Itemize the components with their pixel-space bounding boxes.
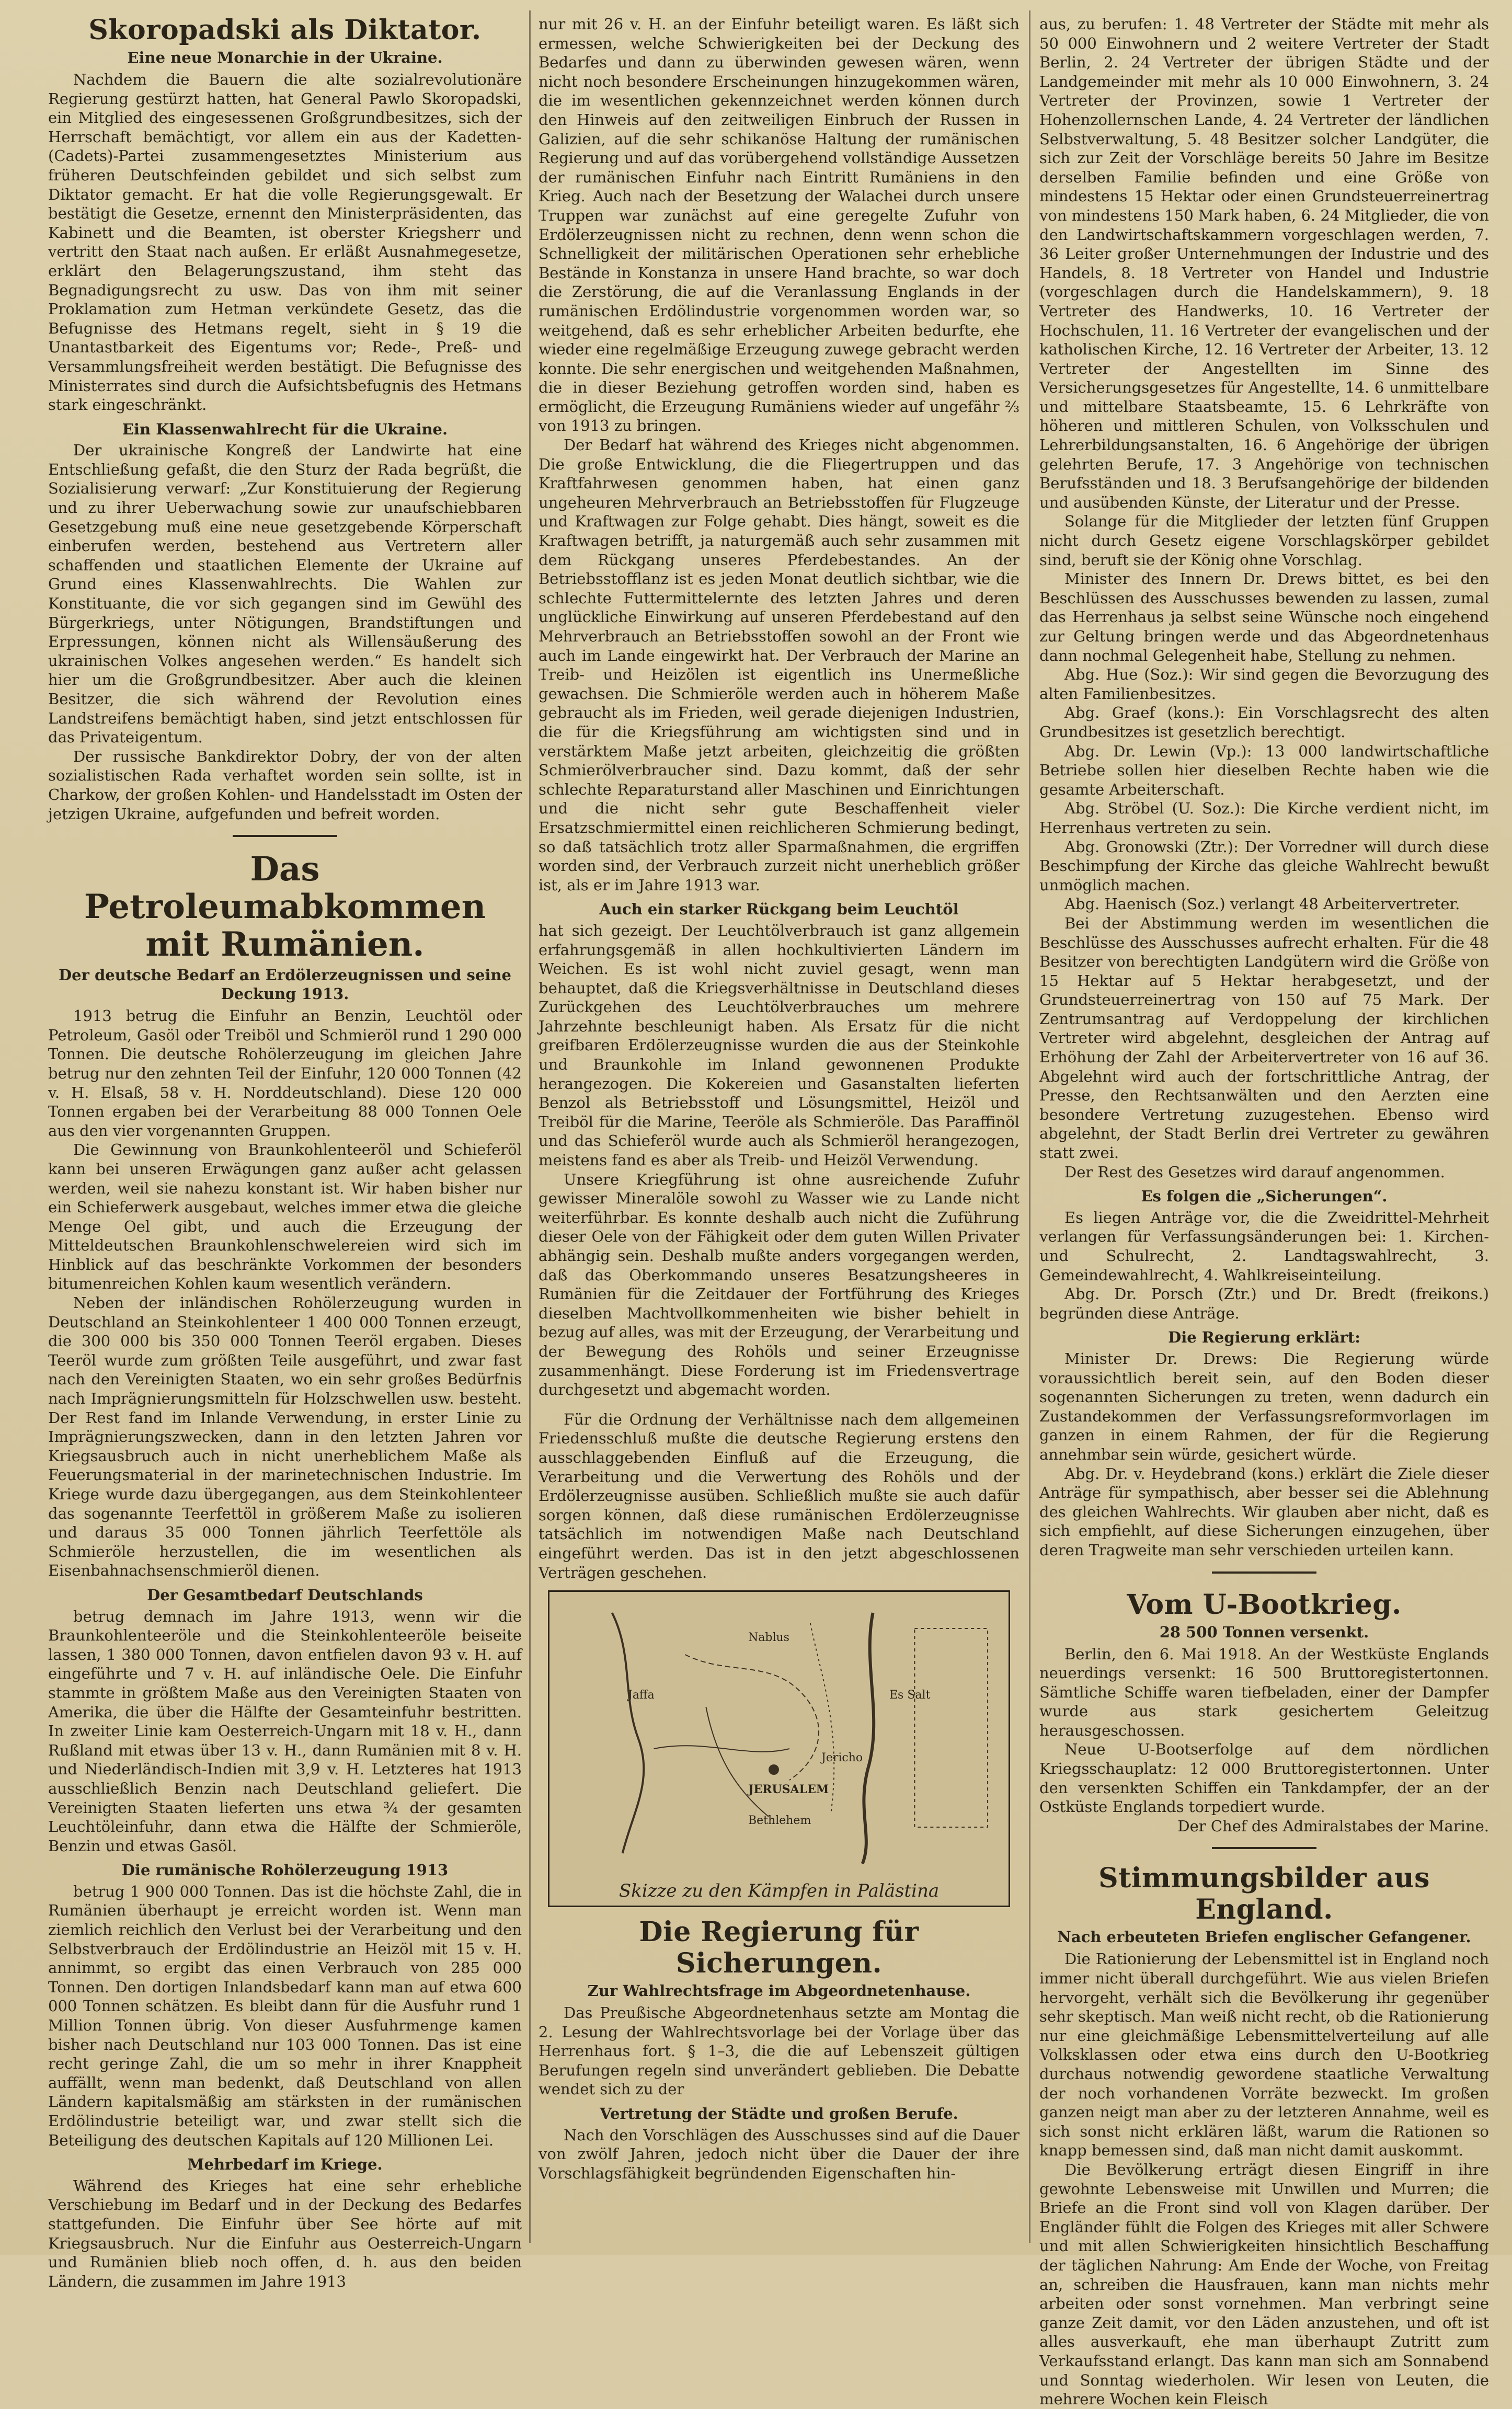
map-caption: Skizze zu den Kämpfen in Palästina xyxy=(618,1880,940,1901)
section-heading: Vertretung der Städte und großen Berufe. xyxy=(600,2105,958,2123)
paragraph: Berlin, den 6. Mai 1918. An der Westküste Englands neuerdings versenkt: 16 500 Bruttoregistertonnen. Sämtliche Schiffe waren tiefbeladen, einer der Dampfer wurde aus stark gesichertem Geleitzug herausgeschossen. xyxy=(1039,1645,1489,1739)
paragraph: Die Bevölkerung erträgt diesen Eingriff in ihre gewohnte Lebensweise mit Unwillen und Murren; die Briefe an die Front sind voll von Klagen darüber. Der Engländer fühlt die Folgen des Krieges mit aller Schwere und mit allen Schwierigkeiten hinsichtlich Beschaffung der täglichen Nahrung: Am Ende der Woche, von Freitag an, schreiben die Hausfrauen, kann man nichts mehr arbeiten oder sonst vornehmen. Man verbringt seine ganze Zeit damit, vor den Läden anzustehen, und oft ist alles ausverkauft, ehe man überhaupt Zutritt zum Verkaufsstand erlangt. Das kann man sich am Sonnabend und Sonntag wiederholen. Wir lesen von Leuten, die mehrere Wochen kein Fleisch xyxy=(1039,2160,1489,2408)
palestine-map xyxy=(548,1590,1010,1907)
section-heading: Auch ein starker Rückgang beim Leuchtöl xyxy=(599,900,959,919)
paragraph: Bei der Abstimmung werden im wesentlichen die Beschlüsse des Ausschusses aufrecht erhalten. Für die 48 Besitzer von berechtigten Landgütern wird die Größe von 15 Hektar auf 5 Hektar herabgesetzt, und der Grundsteuerreinertrag von 150 auf 75 Mark. Der Zentrumsantrag auf Verdoppelung der kirchlichen Vertreter wird abgelehnt, desgleichen der Antrag auf Erhöhung der Zahl der Arbeitervertreter von 16 auf 36. Abgelehnt wird auch der fortschrittliche Antrag, der Presse, den Rechtsanwälten und den Aerzten eine besondere Vertretung zuzugestehen. Ebenso wird abgelehnt, der Stadt Berlin drei Vertreter zu gewähren statt zwei. xyxy=(1039,914,1489,1162)
paragraph: Das Preußische Abgeordnetenhaus setzte am Montag die 2. Lesung der Wahlrechtsvorlage bei der Vorlage über das Herrenhaus fort. § 1–3, die die auf Lebenszeit gültigen Berufungen regeln sind unverändert geblieben. Die Debatte wendet sich zu der xyxy=(539,2004,1020,2098)
paragraph: Solange für die Mitglieder der letzten fünf Gruppen nicht durch Gesetz eigene Vorschlagskörper gebildet sind, beruft sie der König ohne Vorschlag. xyxy=(1039,512,1489,569)
section-heading: Ein Klassenwahlrecht für die Ukraine. xyxy=(122,420,448,438)
article-subtitle: 28 500 Tonnen versenkt. xyxy=(1159,1623,1369,1641)
signature-line: Der Chef des Admiralstabes der Marine. xyxy=(1177,1817,1489,1835)
article-subtitle: Eine neue Monarchie in der Ukraine. xyxy=(127,49,443,66)
map-label: JERUSALEM xyxy=(748,1783,829,1797)
paragraph: Der Rest des Gesetzes wird darauf angenommen. xyxy=(1064,1163,1445,1181)
paragraph: Abg. Hue (Soz.): Wir sind gegen die Bevorzugung des alten Familienbesitzes. xyxy=(1039,666,1489,703)
column-1 xyxy=(48,14,522,2290)
paragraph: Abg. Dr. Lewin (Vp.): 13 000 landwirtschaftliche Betriebe sollen hier dieselben Rechte haben wie die gesamte Arbeiterschaft. xyxy=(1039,742,1489,798)
article-title: Die Regierung für Sicherungen. xyxy=(639,1916,919,1980)
paragraph: Abg. Dr. v. Heydebrand (kons.) erklärt die Ziele dieser Anträge für sympathisch, aber besser sei die Ablehnung des gleichen Wahlrechts. Wir glauben aber nicht, daß es sich empfiehlt, auf diese Sicherungen einzugehen, über deren Tragweite man sehr verschieden urteilen kann. xyxy=(1039,1464,1489,1559)
paragraph: Minister des Innern Dr. Drews bittet, es bei den Beschlüssen des Ausschusses bewenden zu lassen, zumal das Herrenhaus ja selbst seine Wünsche noch eingehend zur Geltung bringen werde und das Abgeordnetenhaus dann nochmal Gelegenheit habe, Stellung zu nehmen. xyxy=(1039,570,1489,664)
map-label: Bethlehem xyxy=(748,1814,811,1828)
article-title: Skoropadski als Diktator. xyxy=(88,14,482,46)
paragraph: Neben der inländischen Rohölerzeugung wurden in Deutschland an Steinkohlenteer 1 400 000 Tonnen erzeugt, die 300 000 bis 350 000 Tonnen Teeröl ergaben. Dieses Teeröl wurde zum größten Teile ausgeführt, und zwar fast nach den Vereinigten Staaten, wo ein sehr großes Bedürfnis nach Imprägnierungsmitteln für Holzschwellen usw. besteht. Der Rest fand im Inlande Verwendung, in erster Linie zu Imprägnierungszwecken, dann in den letzten Jahren vor Kriegsausbruch auch in nicht unerheblichem Maße als Feuerungsmaterial in der marinetechnischen Industrie. Im Kriege wurde dazu übergegangen, aus dem Steinkohlenteer das sogenannte Teerfettöl in größerem Maße zu isolieren und daraus 35 000 Tonnen jährlich Teerfettöle als Schmieröle herzustellen, die im wesentlichen als Eisenbahnachsenschmieröl dienen. xyxy=(48,1294,522,1580)
paragraph: betrug 1 900 000 Tonnen. Das ist die höchste Zahl, die in Rumänien überhaupt je erreicht worden ist. Wenn man ziemlich reichlich den Verlust bei der Verarbeitung und den Selbstverbrauch der Erdölindustrie an Heizöl mit 15 v. H. annimmt, so ergibt das einen Verbrauch von 285 000 Tonnen. Den dortigen Inlandsbedarf kann man auf etwa 600 000 Tonnen schätzen. Es bleibt dann für die Ausfuhr rund 1 Million Tonnen übrig. Von dieser Ausfuhrmenge kamen bisher nach Deutschland nur 103 000 Tonnen. Das ist eine recht geringe Zahl, die um so mehr in ihrer Knappheit auffällt, wenn man bedenkt, daß Deutschland von allen Ländern kapitalsmäßig am stärksten in der rumänischen Erdölindustrie beteiligt war, und zwar stellt sich die Beteiligung des deutschen Kapitals auf 120 Millionen Lei. xyxy=(48,1882,522,2149)
paragraph: Nachdem die Bauern die alte sozialrevolutionäre Regierung gestürzt hatten, hat General Pawlo Skoropadski, ein Mitglied des eingesessenen Großgrundbesitzes, sich der Herrschaft bemächtigt, vor allem ein aus der Kadetten-(Cadets)-Partei zusammengesetztes Ministerium aus früheren Deutschfeinden gebildet und sich selbst zum Diktator gemacht. Er hat die volle Regierungsgewalt. Er bestätigt die Gesetze, ernennt den Ministerpräsidenten, das Kabinett und die Beamten, ist oberster Kriegsherr und vertritt den Staat nach außen. Er erläßt Ausnahmegesetze, erklärt den Belagerungszustand, ihm steht das Begnadigungsrecht zu usw. Das von ihm mit seiner Proklamation zum Hetman verkündete Gesetz, das die Befugnisse des Hetmans regelt, sieht in § 19 die Unantastbarkeit des Eigentums vor; Rede-, Preß- und Versammlungsfreiheit werden bestätigt. Die Befugnisse des Ministerrates sind durch die Aufsichtsbefugnis des Hetmans stark eingeschränkt. xyxy=(48,71,522,414)
paragraph: betrug demnach im Jahre 1913, wenn wir die Braunkohlenteeröle und die Steinkohlenteeröle beiseite lassen, 1 380 000 Tonnen, davon entfielen davon 93 v. H. auf eingeführte und 7 v. H. auf inländische Oele. Die Einfuhr stammte in größtem Maße aus den Vereinigten Staaten von Amerika, die über die Hälfte der Gesamteinfuhr bestritten. In zweiter Linie kam Oesterreich-Ungarn mit 18 v. H., dann Rußland mit etwas über 13 v. H., dann Rumänien mit 8 v. H. und Niederländisch-Indien mit 3,9 v. H. Letzteres hat 1913 ausschließlich Benzin nach Deutschland geliefert. Die Vereinigten Staaten lieferten uns etwa ¾ der gesamten Leuchtöleinfuhr, dann etwa die Hälfte der Schmieröle, Benzin und etwas Gasöl. xyxy=(48,1607,522,1855)
section-heading: Es folgen die „Sicherungen“. xyxy=(1141,1187,1388,1206)
paragraph: Neue U-Bootserfolge auf dem nördlichen Kriegsschauplatz: 12 000 Bruttoregistertonnen. Unter den versenkten Schiffen ein Tankdampfer, der an der Ostküste Englands torpediert wurde. xyxy=(1039,1740,1489,1816)
map-label: Jaffa xyxy=(628,1689,655,1702)
paragraph: Während des Krieges hat eine sehr erhebliche Verschiebung im Bedarf und in der Deckung des Bedarfes stattgefunden. Die Einfuhr über See hörte auf mit Kriegsausbruch. Nur die Einfuhr aus Oesterreich-Ungarn und Rumänien blieb noch offen, d. h. aus den beiden Ländern, die zusammen im Jahre 1913 xyxy=(48,2176,522,2290)
column-rule xyxy=(529,10,531,2243)
article-title: Das Petroleumabkommen mit Rumänien. xyxy=(84,850,486,965)
paragraph: Die Rationierung der Lebensmittel ist in England noch immer nicht überall durchgeführt. Wie aus vielen Briefen hervorgeht, verhält sich die Bevölkerung ihr gegenüber sehr skeptisch. Man weiß nicht recht, ob die Rationierung nur eine gleichmäßige Lebensmittelverteilung auf alle Volksklassen oder etwa eins durch den U-Bootkrieg durchaus notwendig gewordene staatliche Verwaltung der noch vorhandenen Vorräte bezweckt. Im großen ganzen neigt man aber zu der letzteren Annahme, weil es sich sonst nicht erklären läßt, warum die Rationen so knapp bemessen sind, daß man nicht damit auskommt. xyxy=(1039,1950,1489,2160)
paragraph: Der Bedarf hat während des Krieges nicht abgenommen. Die große Entwicklung, die die Fliegertruppen und das Kraftfahrwesen genommen haben, hat einen ganz ungeheuren Mehrverbrauch an Betriebsstoffen für Flugzeuge und Kraftwagen zur Folge gehabt. Dies hängt, soweit es die Kraftwagen betrifft, ja naturgemäß auch sehr zusammen mit dem Rückgang unseres Pferdebestandes. An der Betriebsstofflanz ist es jeden Monat deutlich sichtbar, wie die schlechte Futtermittelernte des letzten Jahres und deren unglückliche Einwirkung auf unseren Pferdebestand auf den Mehrverbrauch an Betriebsstoffen sowohl an der Front wie auch im Lande eingewirkt hat. Der Verbrauch der Marine an Treib- und Heizölen ist eigentlich ins Unermeßliche gewachsen. Die Schmieröle werden auch in höherem Maße gebraucht als im Frieden, weil gerade diejenigen Industrien, die für die Kriegsführung am wichtigsten sind und in verstärktem Maße jetzt arbeiten, gleichzeitig die größten Schmierölverbraucher sind. Dazu kommt, daß der sehr schlechte Reparaturstand aller Maschinen und Einrichtungen und die nicht sehr gute Beschaffenheit vieler Ersatzschmiermittel einen reichlicheren Schmierung bedingt, so daß tatsächlich trotz aller Sparmaßnahmen, die ergriffen worden sind, der Verbrauch zurzeit nicht unerheblich größer ist, als er im Jahre 1913 war. xyxy=(539,436,1020,894)
article-subtitle: Nach erbeuteten Briefen englischer Gefangener. xyxy=(1057,1928,1471,1946)
column-2 xyxy=(539,15,1020,2242)
map-label: Nablus xyxy=(748,1631,789,1645)
column-rule xyxy=(1029,10,1030,2243)
article-subtitle: Der deutsche Bedarf an Erdölerzeugnissen und seine Deckung 1913. xyxy=(59,966,511,1003)
map-label: Es Salt xyxy=(889,1689,931,1702)
section-heading: Mehrbedarf im Kriege. xyxy=(187,2155,383,2174)
paragraph: Abg. Gronowski (Ztr.): Der Vorredner will durch diese Beschimpfung der Kirche das gleiche Wahlrecht bewußt unmöglich machen. xyxy=(1039,838,1489,894)
paragraph: Nach den Vorschlägen des Ausschusses sind auf die Dauer von zwölf Jahren, jedoch nicht über die Dauer der ihre Vorschlagsfähigkeit begründenden Eigenschaften hin- xyxy=(539,2126,1020,2182)
section-heading: Die rumänische Rohölerzeugung 1913 xyxy=(121,1861,449,1879)
paragraph: Abg. Haenisch (Soz.) verlangt 48 Arbeitervertreter. xyxy=(1064,895,1460,913)
map-label: Jericho xyxy=(821,1751,863,1765)
paragraph: Für die Ordnung der Verhältnisse nach dem allgemeinen Friedensschluß mußte die deutsche Regierung erstens den ausschlaggebenden Einfluß auf die Erzeugung, die Verarbeitung und die Verwertung des Rohöls und der Erdölerzeugnisse ausüben. Schließlich mußte sie auch dafür sorgen können, daß diese rumänischen Erdölerzeugnisse tatsächlich im notwendigen Maße nach Deutschland eingeführt werden. Das ist in den jetzt abgeschlossenen Verträgen geschehen. xyxy=(539,1410,1020,1581)
paragraph: hat sich gezeigt. Der Leuchtölverbrauch ist ganz allgemein erfahrungsgemäß in allen hochkultivierten Ländern im Weichen. Es ist wohl nicht zuviel gesagt, wenn man behauptet, daß die Kriegsverhältnisse in Deutschland dieses Zurückgehen des Leuchtölverbrauches um mehrere Jahrzehnte beschleunigt haben. Als Ersatz für die nicht greifbaren Erdölerzeugnisse wurden die aus der Steinkohle und Braunkohle im Inland gewonnenen Produkte herangezogen. Die Kokereien und Gasanstalten lieferten Benzol als Betriebsstoff und Lösungsmittel, Heizöl und Treiböl für die Marine, Teeröle als Schmieröle. Das Paraffinöl und das Schieferöl wurde auch als Schmieröl herangezogen, meistens fand es aber als Treib- und Heizöl Verwendung. xyxy=(539,921,1020,1169)
section-heading: Die Regierung erklärt: xyxy=(1168,1328,1360,1347)
article-title: Stimmungsbilder aus England. xyxy=(1098,1862,1430,1926)
paragraph: 1913 betrug die Einfuhr an Benzin, Leuchtöl oder Petroleum, Gasöl oder Treiböl und Schmieröl rund 1 290 000 Tonnen. Die deutsche Rohölerzeugung im gleichen Jahre betrug nur den zehnten Teil der Einfuhr, 120 000 Tonnen (42 v. H. Elsaß, 58 v. H. Norddeutschland). Diese 120 000 Tonnen ergaben bei der Verarbeitung 88 000 Tonnen Oele aus den vier vorgenannten Gruppen. xyxy=(48,1007,522,1140)
paragraph: Unsere Kriegführung ist ohne ausreichende Zufuhr gewisser Mineralöle sowohl zu Wasser wie zu Lande nicht weiterführbar. Es konnte deshalb auch nicht die Zuführung dieser Oele von der Fähigkeit oder dem guten Willen Privater abhängig sein. Deshalb mußte anders vorgegangen werden, daß das Oberkommando unseres Besatzungsheeres in Rumänien für die Zeitdauer der Fortführung des Krieges dieselben Machtvollkommenheiten wie bisher behielt in bezug auf alles, was mit der Erzeugung, der Verarbeitung und der Bewegung des Rohöls und seiner Erzeugnisse zusammenhängt. Diese Forderung ist im Friedensvertrage durchgesetzt und abgemacht worden. xyxy=(539,1170,1020,1399)
paragraph: Abg. Ströbel (U. Soz.): Die Kirche verdient nicht, im Herrenhaus vertreten zu sein. xyxy=(1039,799,1489,836)
section-heading: Der Gesamtbedarf Deutschlands xyxy=(147,1586,423,1604)
paragraph: Es liegen Anträge vor, die die Zweidrittel-Mehrheit verlangen für Verfassungsänderungen bei: 1. Kirchen- und Schulrecht, 2. Landtagswahlrecht, 3. Gemeindewahlrecht, 4. Wahlkreiseinteilung. xyxy=(1039,1208,1489,1284)
uboot-article xyxy=(1039,1589,1489,1836)
divider xyxy=(1212,1571,1316,1574)
paragraph: aus, zu berufen: 1. 48 Vertreter der Städte mit mehr als 50 000 Einwohnern und 2 weitere Vertreter der Stadt Berlin, 2. 24 Vertreter der übrigen Städte und der Landgemeinder mit mehr als 10 000 Einwohnern, 3. 24 Vertreter der Provinzen, sowie 1 Vertreter der Hohenzollernschen Lande, 4. 24 Vertreter der ländlichen Selbstverwaltung, 5. 48 Besitzer solcher Landgüter, die sich zur Zeit der Vorschläge bereits 50 Jahre im Besitze derselben Familie befinden und eine Größe von mindestens 15 Hektar oder einen Grundsteuerreinertrag von mindestens 150 Mark haben, 6. 24 Mitglieder, die von den Landwirtschaftskammern vorgeschlagen werden, 7. 36 Leiter großer Unternehmungen der Industrie und des Handels, 8. 18 Vertreter von Handel und Industrie (vorgeschlagen durch die Handelskammern), 9. 18 Vertreter des Handwerks, 10. 16 Vertreter der Hochschulen, 11. 16 Vertreter der evangelischen und der katholischen Kirche, 12. 16 Vertreter der Arbeiter, 13. 12 Vertreter der Angestellten im Sinne des Versicherungsgesetzes für Angestellte, 14. 6 unmittelbare und mittelbare Staatsbeamte, 15. 6 Lehrkräfte von höheren und mittleren Schulen, von Volksschulen und Lehrerbildungsanstalten, 16. 6 Angehörige der übrigen gelehrten Berufe, 17. 3 Angehörige von technischen Berufsständen und 18. 3 Berufsangehörige der bildenden und ausübenden Künste, der Literatur und der Presse. xyxy=(1039,15,1489,511)
divider xyxy=(233,835,337,837)
paragraph: Die Gewinnung von Braunkohlenteeröl und Schieferöl kann bei unseren Erwägungen ganz außer acht gelassen werden, weil sie nahezu konstant ist. Wir haben bisher nur ein Schieferwerk ausgebaut, welches immer etwa die gleiche Menge Oel gibt, und auch die Erzeugung der Mitteldeutschen Braunkohlenschwelereien wird sich im Hinblick auf das beschränkte Vorkommen der besonders bitumenreichen Kohlen kaum wesentlich verändern. xyxy=(48,1141,522,1293)
paragraph: Abg. Dr. Porsch (Ztr.) und Dr. Bredt (freikons.) begründen diese Anträge. xyxy=(1039,1285,1489,1322)
paragraph: Abg. Graef (kons.): Ein Vorschlagsrecht des alten Grundbesitzes ist gesetzlich berechtigt. xyxy=(1039,704,1489,741)
article-subtitle: Zur Wahlrechtsfrage im Abgeordnetenhause. xyxy=(587,1982,971,2000)
paragraph: Minister Dr. Drews: Die Regierung würde voraussichtlich bereit sein, auf den Boden dieser sogenannten Sicherungen zu treten, wenn dadurch ein Zustandekommen der Verfassungsreformvorlagen im ganzen in einem Rahmen, der für die Regierung annehmbar sein würde, gesichert würde. xyxy=(1039,1349,1489,1463)
divider xyxy=(1212,1847,1316,1849)
paragraph: nur mit 26 v. H. an der Einfuhr beteiligt waren. Es läßt sich ermessen, welche Schwierigkeiten bei der Deckung des Bedarfes und dann zu überwinden gewesen wären, wenn nicht noch besondere Erscheinungen hinzugekommen wären, die im wesentlichen gekennzeichnet werden können durch den Hinweis auf den zeitweiligen Einbruch der Russen in Galizien, auf die sehr schikanöse Haltung der rumänischen Regierung und auf das vorübergehend vollständige Aussetzen der rumänischen Einfuhr nach Eintritt Rumäniens in den Krieg. Auch nach der Besetzung der Walachei durch unsere Truppen war zunächst auf eine geregelte Zufuhr von Erdölerzeugnissen nicht zu rechnen, denn wenn schon die Schnelligkeit der militärischen Operationen sehr erhebliche Bestände in Konstanza in unsere Hand brachte, so war doch die Zerstörung, die auf die Veranlassung Englands in der rumänischen Erdölindustrie vorgenommen worden war, so weitgehend, daß es sehr erheblicher Arbeiten bedurfte, ehe wieder eine regelmäßige Erzeugung zuwege gebracht werden konnte. Die sehr energischen und weitgehenden Maßnahmen, die in dieser Beziehung getroffen worden sind, haben es ermöglicht, die Erzeugung Rumäniens wieder auf ungefähr ⅔ von 1913 zu bringen. xyxy=(539,15,1020,435)
paragraph: Der russische Bankdirektor Dobry, der von der alten sozialistischen Rada verhaftet worden sein sollte, ist in Charkow, der großen Kohlen- und Handelsstadt im Osten der jetzigen Ukraine, aufgefunden und befreit worden. xyxy=(48,747,522,823)
article-title: Vom U-Bootkrieg. xyxy=(1127,1588,1402,1621)
column-3 xyxy=(1039,15,1489,2408)
paragraph: Der ukrainische Kongreß der Landwirte hat eine Entschließung gefaßt, die den Sturz der Rada begrüßt, die Sozialisierung verwarf: „Zur Konstituierung der Regierung und zu ihrer Ueberwachung sowie zur unaufschiebbaren Gesetzgebung muß eine neue gesetzgebende Körperschaft einberufen werden, bestehend aus Vertretern aller schaffenden und staatlichen Elemente der Ukraine auf Grund eines Klassenwahlrechts. Die Wahlen zur Konstituante, die vor sich gegangen sind im Gewühl des Bürgerkriegs, unter Nötigungen, Brandstiftungen und Erpressungen, können nicht als Willensäußerung des ukrainischen Volkes angesehen werden.“ Es handelt sich hier um die Großgrundbesitzer. Aber auch die kleinen Besitzer, die sich während der Revolution eines Landstreifens bemächtigt haben, sind jetzt entschlossen für das Privateigentum. xyxy=(48,441,522,747)
